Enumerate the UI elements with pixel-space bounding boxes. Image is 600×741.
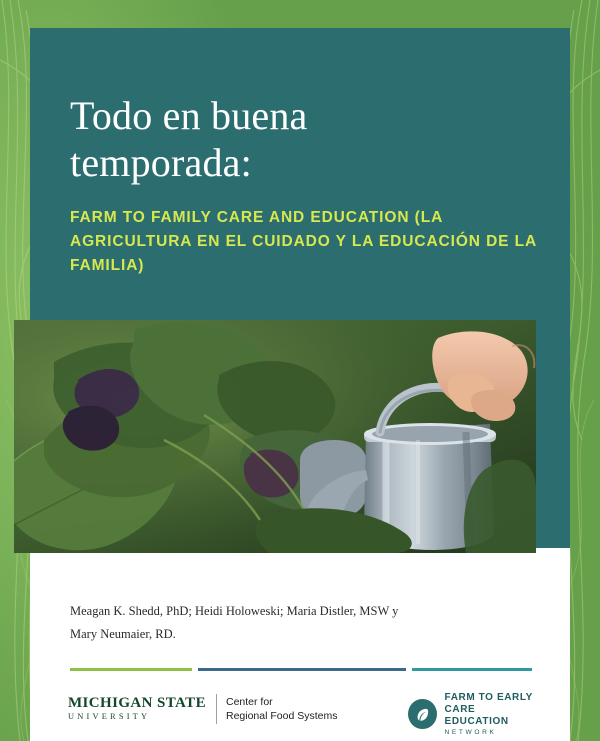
ftece-line-3: NETWORK <box>444 728 497 736</box>
msu-sub: UNIVERSITY <box>68 712 151 722</box>
msu-center-line-2: Regional Food Systems <box>225 710 338 722</box>
rule-green <box>70 668 192 671</box>
ftece-line-1: FARM TO EARLY <box>444 692 533 703</box>
ftece-wordmark <box>445 692 538 737</box>
title-line-1: Todo en buena <box>70 93 308 138</box>
logo-row <box>68 694 538 736</box>
farm-to-early-care-logo <box>408 692 538 737</box>
cover-photo <box>14 320 536 553</box>
msu-center-name <box>226 695 337 723</box>
rule-blue <box>198 668 406 671</box>
title-block <box>70 92 550 278</box>
leaf-circle-icon <box>408 699 437 729</box>
authors-line-2: Mary Neumaier, RD. <box>70 627 176 642</box>
watering-can-eggplant-photo <box>14 320 536 553</box>
msu-center-line-1: Center for <box>225 695 273 708</box>
msu-name: MICHIGAN STATE <box>68 695 206 712</box>
authors-block <box>70 600 520 646</box>
divider-rules <box>70 668 532 671</box>
rule-teal <box>412 668 532 671</box>
msu-logo <box>68 694 337 724</box>
ftece-line-2: CARE EDUCATION <box>444 703 509 727</box>
authors-line-1: Meagan K. Shedd, PhD; Heidi Holoweski; Maria Distler, MSW y <box>70 604 399 618</box>
logo-divider <box>216 694 217 724</box>
page-title <box>70 92 550 186</box>
title-line-2: temporada: <box>70 140 252 186</box>
msu-wordmark <box>68 696 206 721</box>
page-subtitle: FARM TO FAMILY CARE AND EDUCATION (LA AGRICULTURA EN EL CUIDADO Y LA EDUCACIÓN DE LA FAMILIA) <box>70 209 537 275</box>
leaf-icon <box>414 706 431 723</box>
